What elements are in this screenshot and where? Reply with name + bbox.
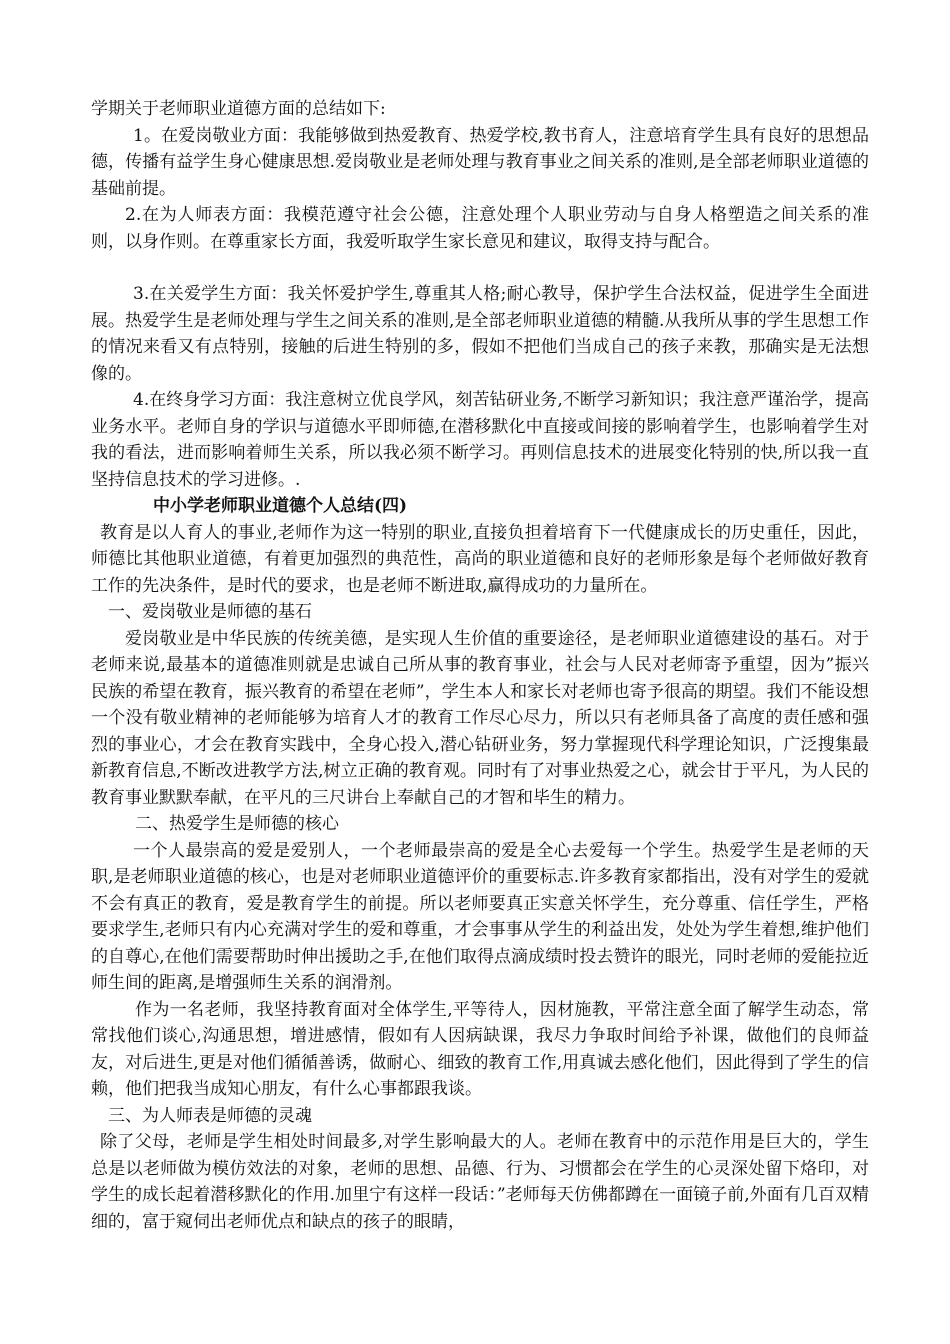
- item-2-paragraph: 2.在为人师表方面：我模范遵守社会公德，注意处理个人职业劳动与自身人格塑造之间关系的准则，以身作则。在尊重家长方面，我爱听取学生家长意见和建议，取得支持与配合。: [91, 205, 869, 252]
- section-3-heading: 三、为人师表是师德的灵魂: [108, 1105, 312, 1126]
- section-title: 中小学老师职业道德个人总结(四): [153, 496, 408, 516]
- intro-line: 学期关于老师职业道德方面的总结如下:: [91, 99, 386, 119]
- section-2-paragraph-2: 作为一名老师，我坚持教育面对全体学生,平等待人，因材施教，平常注意全面了解学生动态，常常找他们谈心,沟通思想，增进感情，假如有人因病缺课，我尽力争取时间给予补课，做他们的良师益友，对后进生,更是对他们循循善诱，做耐心、细致的教育工作,用真诚去感化他们，因此得到了学生的信赖，他们把我当成知心朋友，有什么心事都跟我谈。: [91, 999, 869, 1099]
- lead-paragraph: 教育是以人育人的事业,老师作为这一特别的职业,直接负担着培育下一代健康成长的历史重任，因此，师德比其他职业道德，有着更加强烈的典范性，高尚的职业道德和良好的老师形象是每个老师做好教育工作的先决条件，是时代的要求，也是老师不断进取,赢得成功的力量所在。: [91, 522, 869, 596]
- section-1-paragraph: 爱岗敬业是中华民族的传统美德，是实现人生价值的重要途径，是老师职业道德建设的基石。对于老师来说,最基本的道德准则就是忠诚自己所从事的教育事业，社会与人民对老师寄予重望，因为”振兴民族的希望在教育，振兴教育的希望在老师”，学生本人和家长对老师也寄予很高的期望。我们不能设想一个没有敬业精神的老师能够为培育人才的教育工作尽心尽力，所以只有老师具备了高度的责任感和强烈的事业心，才会在教育实践中，全身心投入,潜心钻研业务，努力掌握现代科学理论知识，广泛搜集最新教育信息,不断改进教学方法,树立正确的教育观。同时有了对事业热爱之心，就会甘于平凡，为人民的教育事业默默奉献，在平凡的三尺讲台上奉献自己的才智和毕生的精力。: [91, 628, 869, 808]
- item-1-paragraph: 1。在爱岗敬业方面：我能够做到热爱教育、热爱学校,教书育人，注意培育学生具有良好的思想品德，传播有益学生身心健康思想.爱岗敬业是老师处理与教育事业之间关系的准则,是全部老师职业道德的基础前提。: [91, 125, 869, 199]
- document-page: [91, 96, 869, 1235]
- section-3-paragraph: 除了父母，老师是学生相处时间最多,对学生影响最大的人。老师在教育中的示范作用是巨大的，学生总是以老师做为模仿效法的对象，老师的思想、品德、行为、习惯都会在学生的心灵深处留下烙印，对学生的成长起着潜移默化的作用.加里宁有这样一段话：”老师每天仿佛都蹲在一面镜子前,外面有几百双精细的，富于窥伺出老师优点和缺点的孩子的眼睛，: [91, 1132, 869, 1232]
- section-1-heading: 一、爱岗敬业是师德的基石: [108, 602, 312, 622]
- item-4-paragraph: 4.在终身学习方面：我注意树立优良学风，刻苦钻研业务,不断学习新知识；我注意严谨治学，提高业务水平。老师自身的学识与道德水平即师德,在潜移默化中直接或间接的影响着学生，也影响着学生对我的看法，进而影响着师生关系，所以我必须不断学习。再则信息技术的进展变化特别的快,所以我一直坚持信息技术的学习进修。.: [91, 390, 869, 490]
- blank-line: [91, 255, 869, 281]
- item-3-paragraph: 3.在关爱学生方面：我关怀爱护学生,尊重其人格;耐心教导，保护学生合法权益，促进学生全面进展。热爱学生是老师处理与学生之间关系的准则,是全部老师职业道德的精髓.从我所从事的学生思想工作的情况来看又有点特别，接触的后进生特别的多，假如不把他们当成自己的孩子来教，那确实是无法想像的。: [91, 284, 869, 384]
- section-2-heading: 二、热爱学生是师德的核心: [135, 814, 339, 834]
- section-2-paragraph-1: 一个人最崇高的爱是爱别人，一个老师最崇高的爱是全心去爱每一个学生。热爱学生是老师的天职,是老师职业道德的核心，也是对老师职业道德评价的重要标志.许多教育家都指出，没有对学生的爱就不会有真正的教育，爱是教育学生的前提。所以老师要真正实意关怀学生，充分尊重、信任学生，严格要求学生,老师只有内心充满对学生的爱和尊重，才会事事从学生的利益出发，处处为学生着想,维护他们的自尊心,在他们需要帮助时伸出援助之手,在他们取得点滴成绩时投去赞许的眼光，同时老师的爱能拉近师生间的距离,是增强师生关系的润滑剂。: [91, 840, 869, 993]
